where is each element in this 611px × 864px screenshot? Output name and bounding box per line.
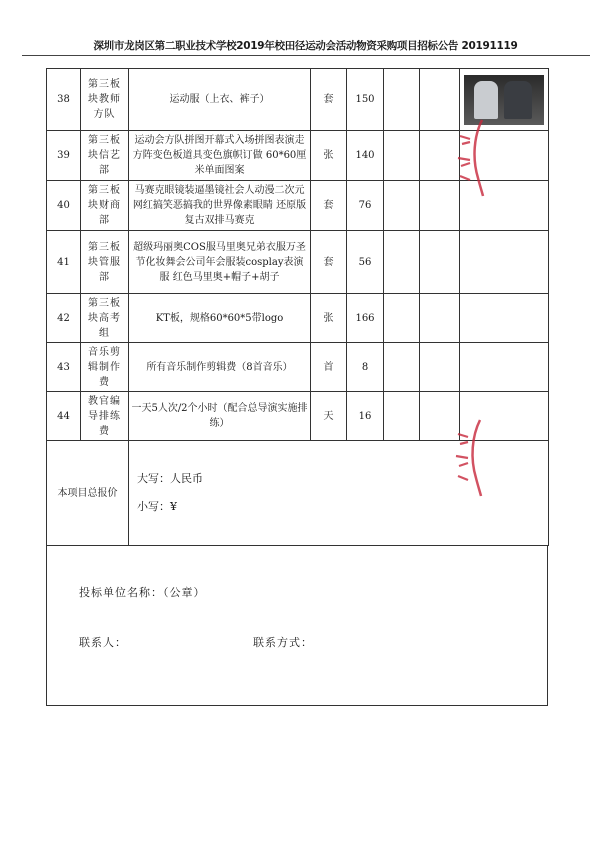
row-unit: 天 — [311, 392, 347, 441]
row-description: 马赛克眼镜装逼墨镜社会人动漫二次元网红搞笑恶搞我的世界像素眼睛 还原版复古双排马赛克 — [129, 181, 311, 231]
row-number: 44 — [47, 392, 81, 441]
contact-person-label: 联系人： — [79, 636, 127, 649]
row-description: KT板，规格60*60*5带logo — [129, 294, 311, 343]
row-description: 运动会方队拼图开幕式入场拼图表演走方阵变色板道具变色旗帜订做 60*60厘米单面图案 — [129, 131, 311, 181]
row-quantity: 150 — [347, 69, 384, 131]
row-quantity: 140 — [347, 131, 384, 181]
row-subtotal — [420, 131, 460, 181]
row-number: 40 — [47, 181, 81, 231]
row-unit: 套 — [311, 181, 347, 231]
document-title: 深圳市龙岗区第二职业技术学校2019年校田径运动会活动物资采购项目招标公告 20191119 — [93, 40, 518, 52]
row-subtotal — [420, 294, 460, 343]
table-row — [47, 181, 549, 231]
row-unit: 套 — [311, 69, 347, 131]
header-divider — [22, 55, 590, 56]
row-quantity: 76 — [347, 181, 384, 231]
row-department: 第三板块管服部 — [81, 231, 129, 294]
table-row — [47, 294, 549, 343]
shirt-white-image — [474, 81, 498, 119]
row-description: 超级玛丽奥COS服马里奥兄弟衣服万圣节化妆舞会公司年会服装cosplay表演服 红色马里奥+帽子+胡子 — [129, 231, 311, 294]
row-quantity: 56 — [347, 231, 384, 294]
row-number: 41 — [47, 231, 81, 294]
row-department: 第三板块高考组 — [81, 294, 129, 343]
row-image-cell — [460, 131, 549, 181]
row-department: 第三板块信艺部 — [81, 131, 129, 181]
bidder-name-label: 投标单位名称：（公章） — [79, 586, 206, 599]
row-image-cell — [460, 294, 549, 343]
numeric-amount-label: 小写：¥ — [137, 500, 177, 513]
row-unit-price — [384, 131, 420, 181]
row-quantity: 166 — [347, 294, 384, 343]
row-department: 音乐剪辑制作费 — [81, 343, 129, 392]
document-header — [20, 38, 591, 53]
row-unit: 张 — [311, 131, 347, 181]
signature-section — [46, 546, 548, 706]
row-image-cell — [460, 231, 549, 294]
row-quantity: 8 — [347, 343, 384, 392]
row-unit-price — [384, 181, 420, 231]
row-department: 教官编导排练费 — [81, 392, 129, 441]
row-subtotal — [420, 343, 460, 392]
row-unit: 张 — [311, 294, 347, 343]
row-description: 运动服（上衣、裤子） — [129, 69, 311, 131]
bid-sheet — [46, 68, 549, 706]
row-subtotal — [420, 69, 460, 131]
table-row — [47, 392, 549, 441]
total-price-row — [47, 441, 549, 546]
table-row — [47, 131, 549, 181]
contact-method-label: 联系方式： — [253, 636, 313, 649]
table-row — [47, 343, 549, 392]
row-image-cell — [460, 392, 549, 441]
row-image-cell — [460, 343, 549, 392]
row-number: 43 — [47, 343, 81, 392]
row-unit-price — [384, 231, 420, 294]
row-unit-price — [384, 294, 420, 343]
row-subtotal — [420, 392, 460, 441]
row-number: 38 — [47, 69, 81, 131]
row-image-cell — [460, 181, 549, 231]
row-number: 42 — [47, 294, 81, 343]
row-department: 第三板块教师方队 — [81, 69, 129, 131]
row-unit-price — [384, 392, 420, 441]
row-unit: 套 — [311, 231, 347, 294]
total-price-label: 本项目总报价 — [47, 441, 129, 546]
items-table — [46, 68, 549, 546]
row-number: 39 — [47, 131, 81, 181]
product-photo — [464, 75, 544, 125]
row-unit: 首 — [311, 343, 347, 392]
shirt-dark-image — [504, 81, 532, 119]
row-description: 一天5人次/2个小时（配合总导演实施排练） — [129, 392, 311, 441]
total-price-values — [129, 441, 549, 546]
row-unit-price — [384, 69, 420, 131]
table-row — [47, 69, 549, 131]
table-row — [47, 231, 549, 294]
row-department: 第三板块财商部 — [81, 181, 129, 231]
row-subtotal — [420, 181, 460, 231]
row-quantity: 16 — [347, 392, 384, 441]
row-image-cell — [460, 69, 549, 131]
row-unit-price — [384, 343, 420, 392]
capital-amount-label: 大写：人民币 — [137, 472, 203, 485]
row-subtotal — [420, 231, 460, 294]
row-description: 所有音乐制作剪辑费（8首音乐） — [129, 343, 311, 392]
